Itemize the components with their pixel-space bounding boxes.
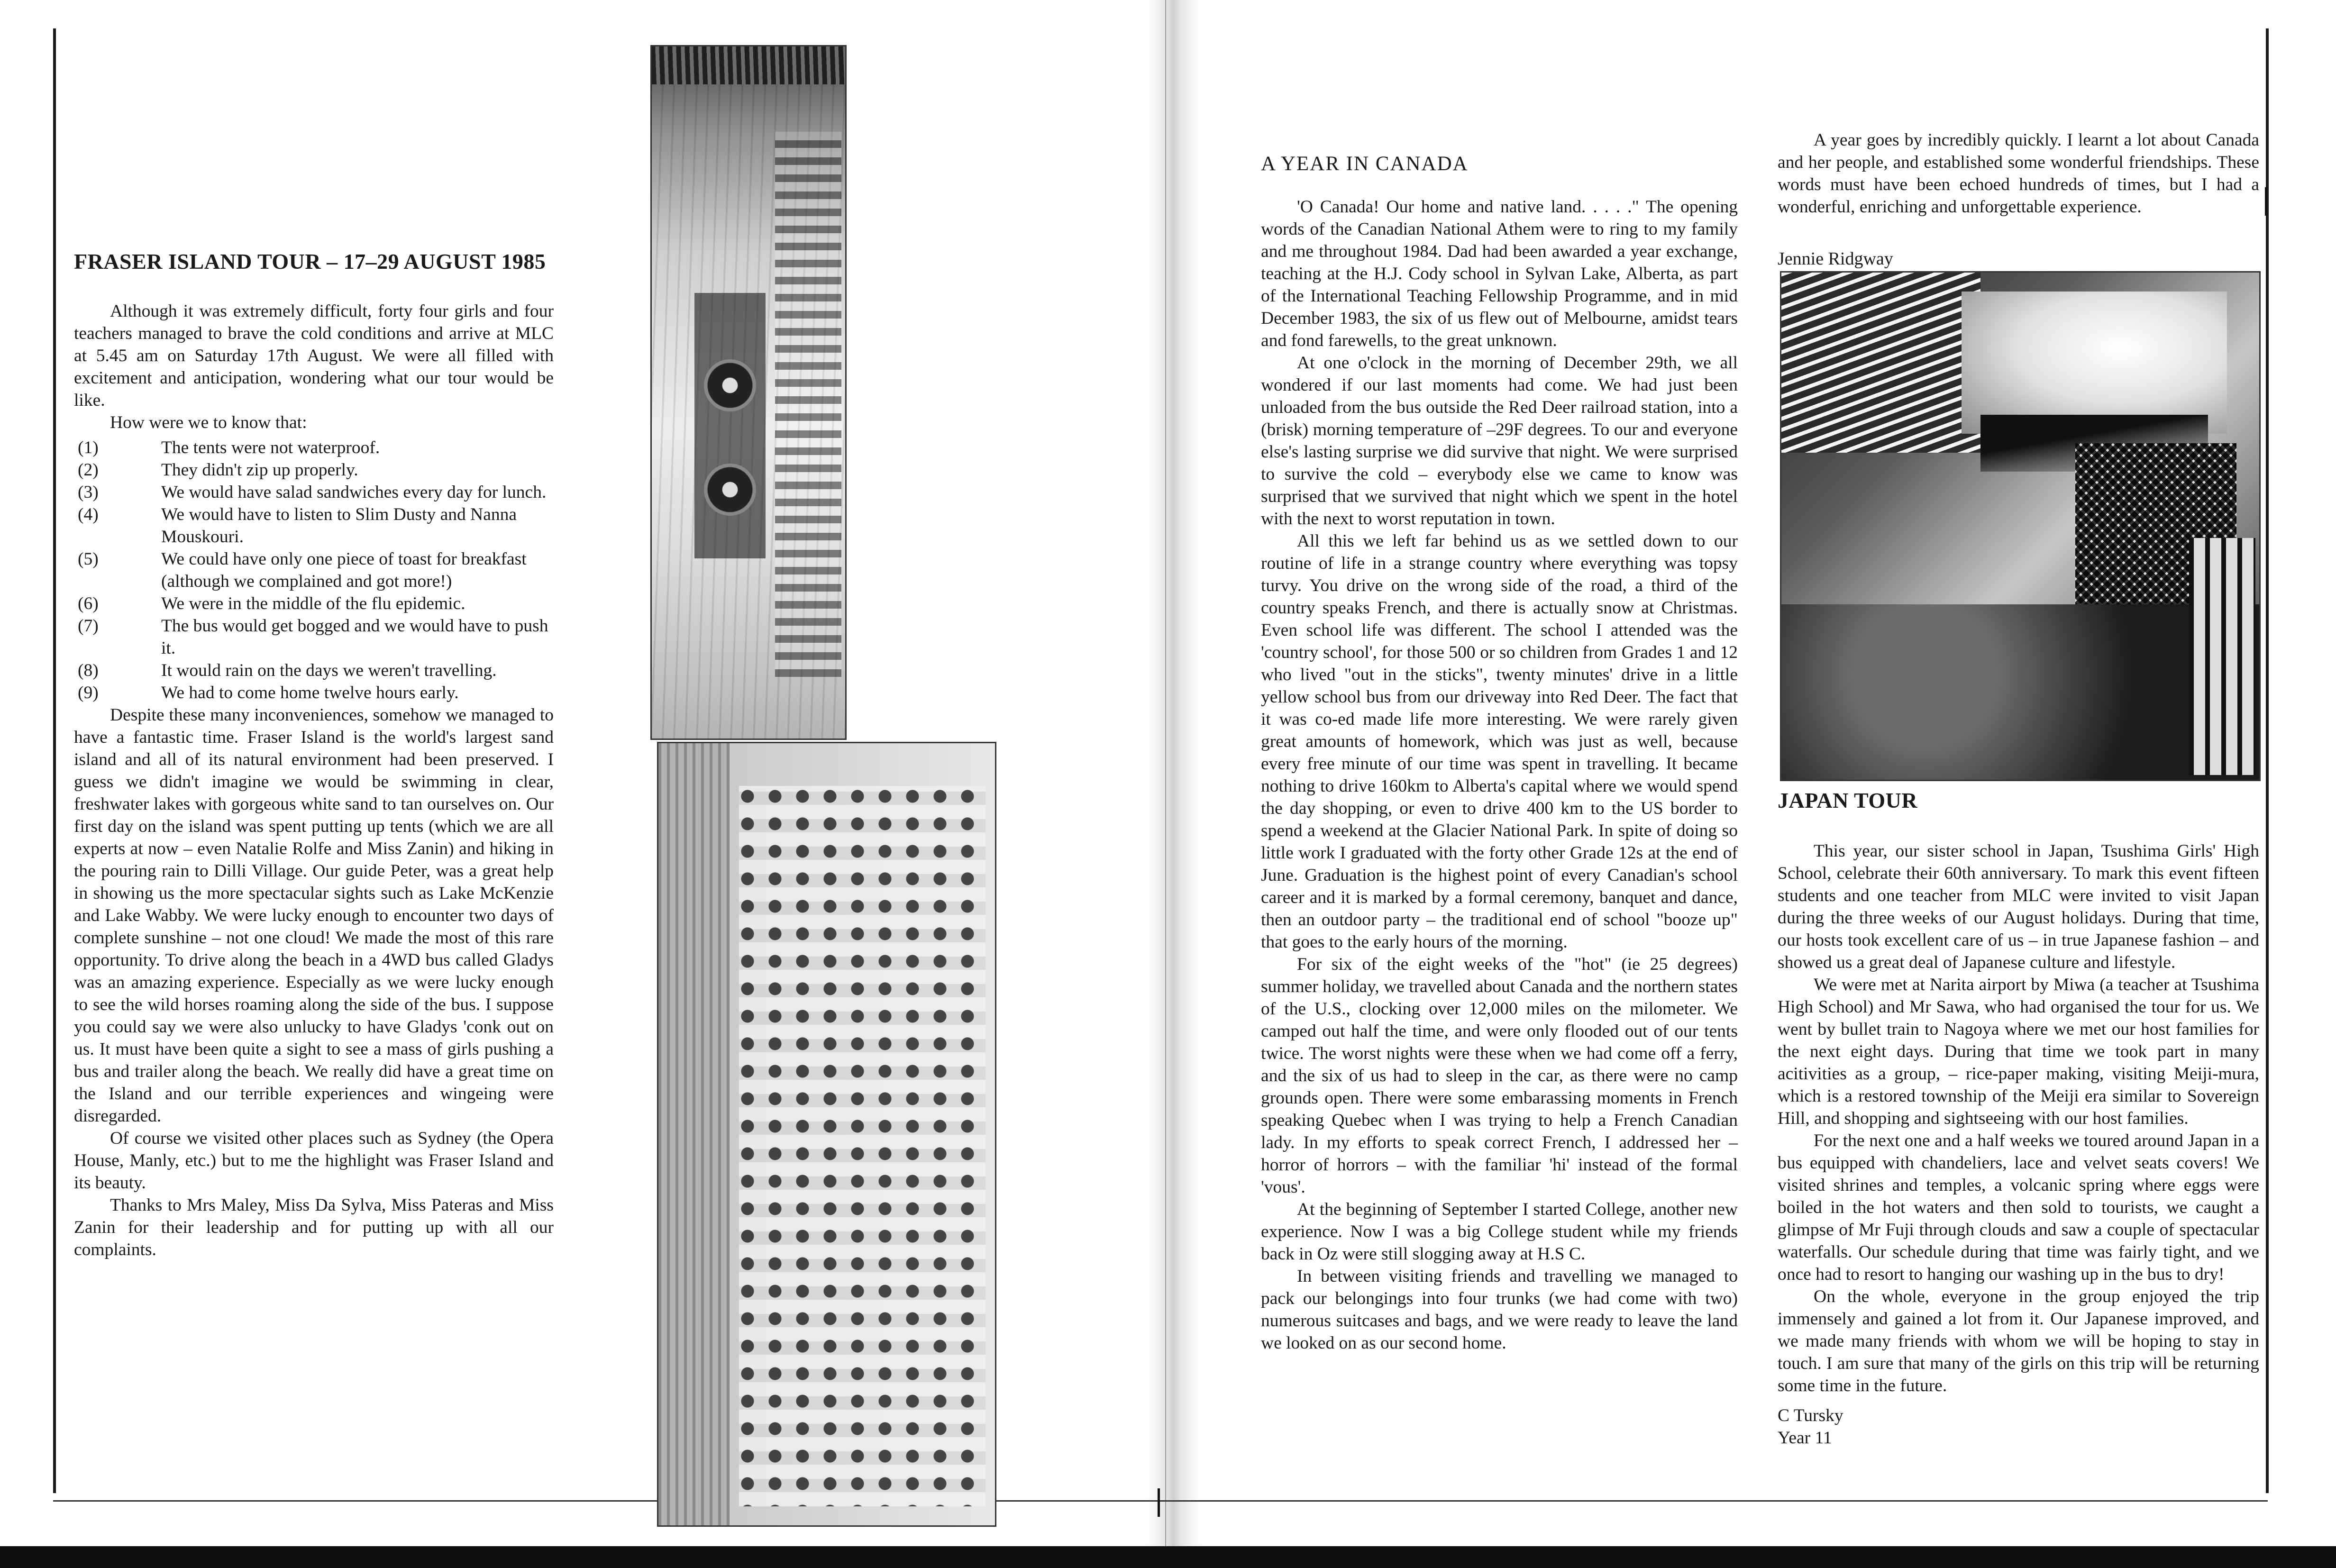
canada-para: In between visiting friends and travelling we managed to pack our belongings into four trunks (we had come with two) numerous suitcases and bags, and we were ready to leave the land we looked on as our second home. bbox=[1261, 1267, 1738, 1353]
fraser-body: Despite these many inconveniences, somehow we managed to have a fantastic time. Fraser Island is the world's largest sand island and all of its natural environment had been preserved. I guess we didn't imagine we would be swimming in clear, freshwater lakes with gorgeous white sand to tan ourselves on. Our first day on the island was spent putting up tents (which we are all experts at now – even Natalie Rolfe and Miss Zanin) and hiking in the pouring rain to Dilli Village. Our guide Peter, was a great help in showing us the more spectacular sights such as Lake McKenzie and Lake Wabby. We were lucky enough to encounter two days of complete sunshine – not one cloud! We made the most of this rare opportunity. To drive along the beach in a 4WD bus called Gladys was an amazing experience. Especially as we were lucky enough to see the wild horses roaming along the side of the bus. I suppose you could say we were also unlucky to have Gladys 'conk out on us. It must have been quite a sight to see a mass of girls pushing a bus and trailer along the beach. We really did have a great time on the Island and our terrible experiences and wingeing were disregarded. bbox=[74, 705, 554, 1126]
japan-year: Year 11 bbox=[1778, 1428, 1832, 1448]
edge-mark bbox=[1158, 1488, 1160, 1517]
canada-para: At the beginning of September I started College, another new experience. Now I was a big College student while my friends back in Oz were still slogging away at H.S C. bbox=[1261, 1200, 1738, 1264]
canada-para: 'O Canada! Our home and native land. . . . ." The opening words of the Canadian National Athem were to ring to my family and me throughout 1984. Dad had been awarded a year exchange, teaching at the H.J. Cody school in Sylvan Lake, Alberta, as part of the International Teaching Fellowship Programme, and in mid December 1983, the six of us flew out of Melbourne, amidst tears and fond farewells, to the great unknown. bbox=[1261, 197, 1738, 350]
list-item: (7) The bus would get bogged and we would have to push it. bbox=[78, 616, 548, 658]
photo-railing bbox=[2189, 538, 2255, 775]
photo-figures bbox=[775, 132, 841, 677]
list-item: (6) We were in the middle of the flu epidemic. bbox=[78, 594, 465, 613]
photo-sky bbox=[1962, 292, 2227, 434]
list-item: (8) It would rain on the days we weren't travelling. bbox=[78, 661, 497, 680]
bottom-border bbox=[53, 1500, 2268, 1502]
japan-author: C Tursky bbox=[1778, 1406, 1843, 1425]
canada-para: For six of the eight weeks of the "hot" (ie 25 degrees) summer holiday, we travelled about Canada and the northern states of the U.S., clocking over 12,000 miles on the milometer. We camped out half the time, and were only flooded out of our tents twice. The worst nights were these when we had come off a ferry, and the six of us had to sleep in the car, as there were no camp grounds open. There were some embarassing moments in French speaking Quebec when I was trying to help a French Canadian lady. In my efforts to speak correct French, I addressed her – horror of horrors – with the familiar 'hi' instead of the formal 'vous'. bbox=[1261, 955, 1738, 1197]
fraser-intro: Although it was extremely difficult, forty four girls and four teachers managed to brave the cold conditions and arrive at MLC at 5.45 am on Saturday 17th August. We were all filled with excitement and anticipation, wondering what our tour would be like. bbox=[74, 301, 554, 410]
canada-author: Jennie Ridgway bbox=[1778, 249, 1893, 269]
list-item: (5) We could have only one piece of toast for breakfast (although we complained and got more!) bbox=[78, 549, 527, 591]
fraser-title: FRASER ISLAND TOUR – 17–29 AUGUST 1985 bbox=[74, 249, 546, 273]
canada-article bbox=[1261, 153, 1738, 1354]
canada-title: A YEAR IN CANADA bbox=[1261, 153, 1469, 175]
list-item: (1) The tents were not waterproof. bbox=[78, 438, 380, 457]
fraser-thanks: Thanks to Mrs Maley, Miss Da Sylva, Miss Pateras and Miss Zanin for their leadership and for putting up with all our complaints. bbox=[74, 1195, 554, 1259]
photo-sand bbox=[658, 743, 730, 1525]
list-item: (3) We would have salad sandwiches every day for lunch. bbox=[78, 483, 547, 502]
photo-trees bbox=[652, 46, 845, 84]
fraser-list-lead: How were we to know that: bbox=[110, 413, 307, 432]
japan-para: This year, our sister school in Japan, Tsushima Girls' High School, celebrate their 60th anniversary. To mark this event fifteen students and one teacher from MLC were invited to visit Japan during the three weeks of our August holidays. During that time, our hosts took excellent care of us – in true Japanese fashion – and showed us a great deal of Japanese culture and lifestyle. bbox=[1778, 841, 2259, 972]
scan-bottom-edge bbox=[0, 1546, 2336, 1568]
japan-garden-photo bbox=[1780, 271, 2261, 781]
japan-title: JAPAN TOUR bbox=[1778, 788, 1918, 812]
photo-wheel bbox=[704, 359, 756, 411]
photo-foliage bbox=[1781, 604, 2259, 780]
photo-blinds bbox=[1781, 273, 1980, 453]
left-page-border bbox=[53, 28, 56, 1493]
canada-para: At one o'clock in the morning of December 29th, we all wondered if our last moments had come. We had just been unloaded from the bus outside the Red Deer railroad station, into a (brisk) morning temperature of –29F degrees. To our and everyone else's lasting surprise we did survive that night. We were surprised to survive the cold – everybody else we came to know was surprised that we survived that night which we spent in the hotel with the next to worst reputation in town. bbox=[1261, 353, 1738, 529]
right-page-border bbox=[2266, 28, 2269, 1493]
photo-bus-body bbox=[694, 293, 766, 558]
japan-para: For the next one and a half weeks we toured around Japan in a bus equipped with chandeliers, lace and velvet seats covers! We visited shrines and temples, a volcanic spring where eggs were boiled in the hot waters and then sold to tourists, we caught a glimpse of Mr Fuji through clouds and saw a couple of spectacular waterfalls. Our schedule during that time was fairly tight, and we once had to resort to hanging our washing up in the bus to dry! bbox=[1778, 1131, 2259, 1284]
canada-closing-text: A year goes by incredibly quickly. I learnt a lot about Canada and her people, and established some wonderful friendships. These words must have been echoed hundreds of times, but I had a wonderful, enriching and unforgettable experience. bbox=[1778, 130, 2259, 217]
fraser-list bbox=[74, 437, 554, 704]
fraser-article bbox=[74, 250, 554, 1261]
bus-group-photo bbox=[650, 45, 847, 740]
photo-students bbox=[739, 786, 986, 1506]
canada-para: All this we left far behind us as we settled down to our routine of life in a strange country where everything was topsy turvy. You drive on the wrong side of the road, a third of the country speaks French, and there is actually snow at Christmas. Even school life was different. The school I attended was the 'country school', for those 500 or so children from Grades 1 and 12 who lived "out in the sticks", twenty minutes' drive in a little yellow school bus from our driveway into Red Deer. The fact that it was co-ed made life more interesting. We were rarely given great amounts of homework, which was just as well, because every free minute of our time was spent in travelling. It became nothing to drive 160km to Alberta's capital where we would spend the day shopping, or even to drive 400 km to the US border to spend a weekend at the Glacier National Park. In spite of doing so little work I graduated with the forty other Grade 12s at the end of June. Graduation is the highest point of every Canadian's school career and it is marked by a formal ceremony, banquet and dance, then an outdoor party – the traditional end of school "booze up" that goes to the early hours of the morning. bbox=[1261, 531, 1738, 952]
list-item: (2) They didn't zip up properly. bbox=[78, 460, 358, 480]
japan-para: On the whole, everyone in the group enjoyed the trip immensely and gained a lot from it. Our Japanese improved, and we made many friends with whom we will be hoping to stay in touch. I am sure that many of the girls on this trip will be returning some time in the future. bbox=[1778, 1287, 2259, 1395]
page-gutter bbox=[1147, 0, 1199, 1568]
canada-closing bbox=[1778, 129, 2259, 218]
list-item: (9) We had to come home twelve hours early. bbox=[78, 683, 459, 702]
japan-para: We were met at Narita airport by Miwa (a teacher at Tsushima High School) and Mr Sawa, who had organised the tour for us. We went by bullet train to Nagoya where we met our host families for the next eight days. During that time we took part in many acitivities as a group, – rice-paper making, visiting Meiji-mura, which is a restored township of the Meiji era similar to Sovereign Hill, and shopping and sightseeing with our host families. bbox=[1778, 975, 2259, 1128]
japan-article bbox=[1778, 789, 2259, 1449]
edge-mark bbox=[2265, 187, 2267, 216]
fraser-para2: Of course we visited other places such as Sydney (the Opera House, Manly, etc.) but to me the highlight was Fraser Island and its beauty. bbox=[74, 1129, 554, 1193]
photo-wheel bbox=[704, 464, 756, 516]
class-group-photo bbox=[657, 742, 996, 1527]
gutter-fold bbox=[1165, 0, 1166, 1568]
list-item: (4) We would have to listen to Slim Dusty and Nanna Mouskouri. bbox=[78, 505, 517, 547]
